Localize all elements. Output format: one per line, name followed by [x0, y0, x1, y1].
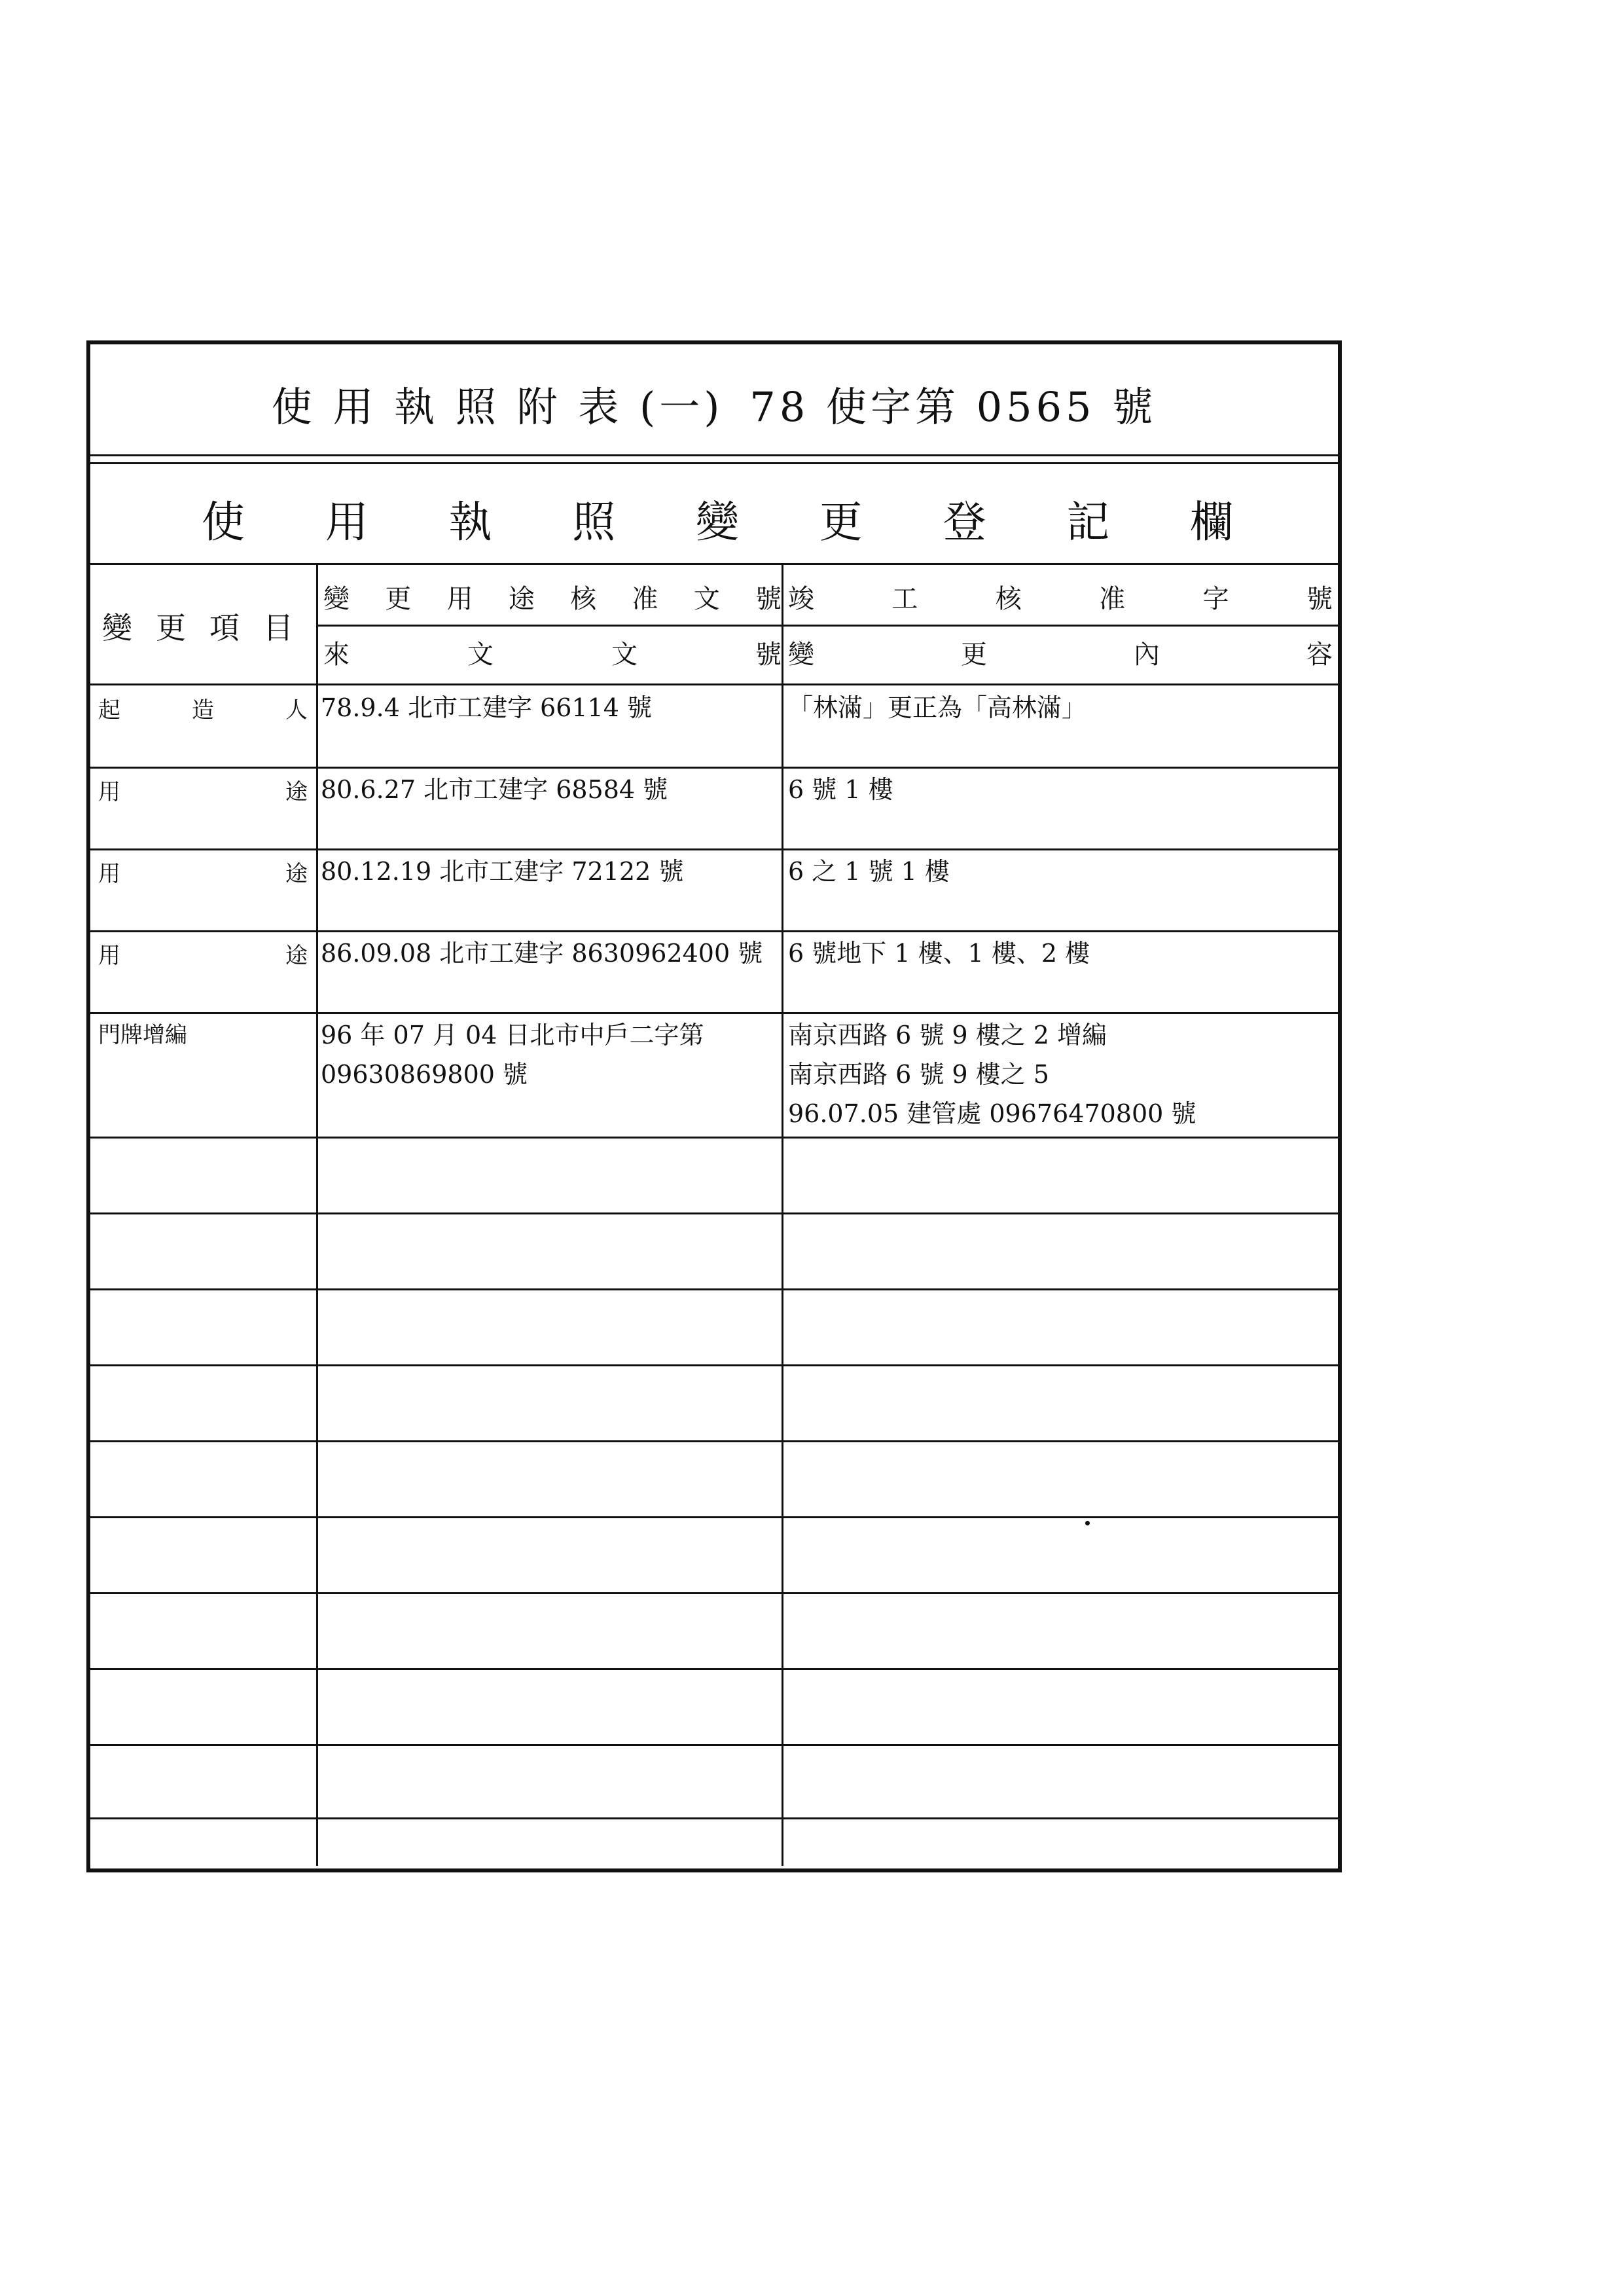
header-char: 目 — [263, 610, 293, 646]
row-divider — [90, 767, 1338, 769]
row-divider — [90, 1288, 1338, 1290]
row-divider — [90, 1440, 1338, 1442]
content-line: 南京西路 6 號 9 樓之 2 增編 — [788, 1021, 1107, 1049]
row-item-label — [98, 688, 308, 727]
header-char: 內 — [1134, 639, 1160, 670]
item-char: 造 — [192, 697, 214, 723]
subtitle-char: 記 — [1066, 496, 1110, 547]
item-char: 用 — [98, 778, 120, 805]
row-document — [321, 852, 683, 891]
divider — [90, 563, 1338, 565]
document-line: 96 年 07 月 04 日北市中戶二字第 — [321, 1021, 704, 1049]
header-char: 准 — [1099, 583, 1126, 614]
license-change-form — [86, 340, 1342, 1872]
header-char: 容 — [1306, 639, 1333, 670]
row-content — [788, 1015, 1196, 1133]
document-line: 80.12.19 北市工建字 72122 號 — [321, 857, 684, 886]
item-char: 用 — [98, 860, 120, 887]
header-char: 文 — [467, 639, 494, 670]
column-divider — [782, 563, 783, 1866]
row-content — [788, 852, 950, 891]
header-char: 准 — [632, 583, 658, 614]
row-content — [788, 770, 893, 809]
column-header-change-content — [788, 626, 1333, 678]
column-header-source-doc — [323, 626, 782, 678]
document-line: 78.9.4 北市工建字 66114 號 — [321, 693, 652, 722]
scan-speck — [1085, 1521, 1090, 1525]
document-line: 80.6.27 北市工建字 68584 號 — [321, 775, 668, 804]
row-document — [321, 688, 652, 727]
header-char: 更 — [961, 639, 987, 670]
divider — [90, 462, 1338, 464]
column-header-item — [102, 570, 293, 682]
row-divider — [90, 1817, 1338, 1819]
item-char: 起 — [98, 697, 120, 723]
header-char: 號 — [1306, 583, 1333, 614]
header-char: 變 — [323, 583, 350, 614]
header-char: 核 — [995, 583, 1022, 614]
subtitle-char: 照 — [572, 496, 616, 547]
subtitle-char: 使 — [202, 496, 245, 547]
header-char: 變 — [102, 610, 132, 646]
column-header-completion-no — [788, 567, 1333, 626]
item-char: 途 — [285, 778, 308, 805]
row-divider — [90, 1364, 1338, 1366]
subtitle-char: 登 — [943, 496, 986, 547]
header-char: 變 — [788, 639, 814, 670]
content-line: 南京西路 6 號 9 樓之 5 — [788, 1060, 1049, 1089]
header-char: 更 — [156, 610, 186, 646]
content-line: 96.07.05 建管處 09676470800 號 — [788, 1099, 1196, 1128]
form-title — [90, 371, 1338, 436]
row-item-label — [98, 934, 308, 973]
header-char: 文 — [693, 583, 720, 614]
subtitle-char: 更 — [819, 496, 863, 547]
row-content — [788, 688, 1087, 727]
row-divider — [90, 930, 1338, 932]
header-char: 項 — [209, 610, 240, 646]
row-divider — [90, 1212, 1338, 1214]
header-char: 用 — [446, 583, 473, 614]
subtitle-char: 欄 — [1190, 496, 1233, 547]
row-document — [321, 1015, 704, 1094]
content-line: 6 號 1 樓 — [788, 775, 893, 804]
header-char: 途 — [508, 583, 535, 614]
header-char: 竣 — [788, 583, 814, 614]
row-document — [321, 934, 763, 973]
row-document — [321, 770, 668, 809]
row-item-label — [98, 770, 308, 809]
document-line: 09630869800 號 — [321, 1060, 528, 1089]
form-title-main: 使 用 執 照 附 表 (一) — [271, 382, 724, 431]
license-number: 78 使字第 0565 號 — [749, 382, 1157, 431]
row-divider — [90, 848, 1338, 850]
row-content — [788, 934, 1090, 973]
header-char: 字 — [1202, 583, 1229, 614]
item-char: 人 — [285, 697, 308, 723]
row-divider — [90, 1012, 1338, 1014]
subtitle-char: 用 — [325, 496, 369, 547]
header-char: 更 — [385, 583, 412, 614]
divider — [90, 454, 1338, 456]
content-line: 「林滿」更正為「高林滿」 — [788, 693, 1087, 722]
content-line: 6 號地下 1 樓、1 樓、2 樓 — [788, 939, 1090, 968]
subtitle-char: 變 — [696, 496, 739, 547]
column-divider — [316, 563, 318, 1866]
header-char: 文 — [611, 639, 638, 670]
header-char: 工 — [891, 583, 918, 614]
item-char: 用 — [98, 942, 120, 969]
item-char: 途 — [285, 942, 308, 969]
header-char: 號 — [755, 639, 782, 670]
row-divider — [90, 1516, 1338, 1518]
row-item-label — [98, 852, 308, 891]
row-divider — [90, 1668, 1338, 1670]
item-char: 門牌增編 — [98, 1022, 187, 1048]
content-line: 6 之 1 號 1 樓 — [788, 857, 950, 886]
divider — [90, 683, 1338, 685]
header-char: 號 — [755, 583, 782, 614]
item-char: 途 — [285, 860, 308, 887]
row-item-label — [98, 1015, 187, 1055]
divider — [316, 625, 1338, 627]
subtitle-char: 執 — [448, 496, 492, 547]
row-divider — [90, 1744, 1338, 1746]
document-line: 86.09.08 北市工建字 8630962400 號 — [321, 939, 763, 968]
row-divider — [90, 1592, 1338, 1594]
header-char: 核 — [570, 583, 597, 614]
row-divider — [90, 1137, 1338, 1139]
column-header-approval-no — [323, 567, 782, 626]
header-char: 來 — [323, 639, 350, 670]
form-subtitle — [202, 482, 1233, 554]
